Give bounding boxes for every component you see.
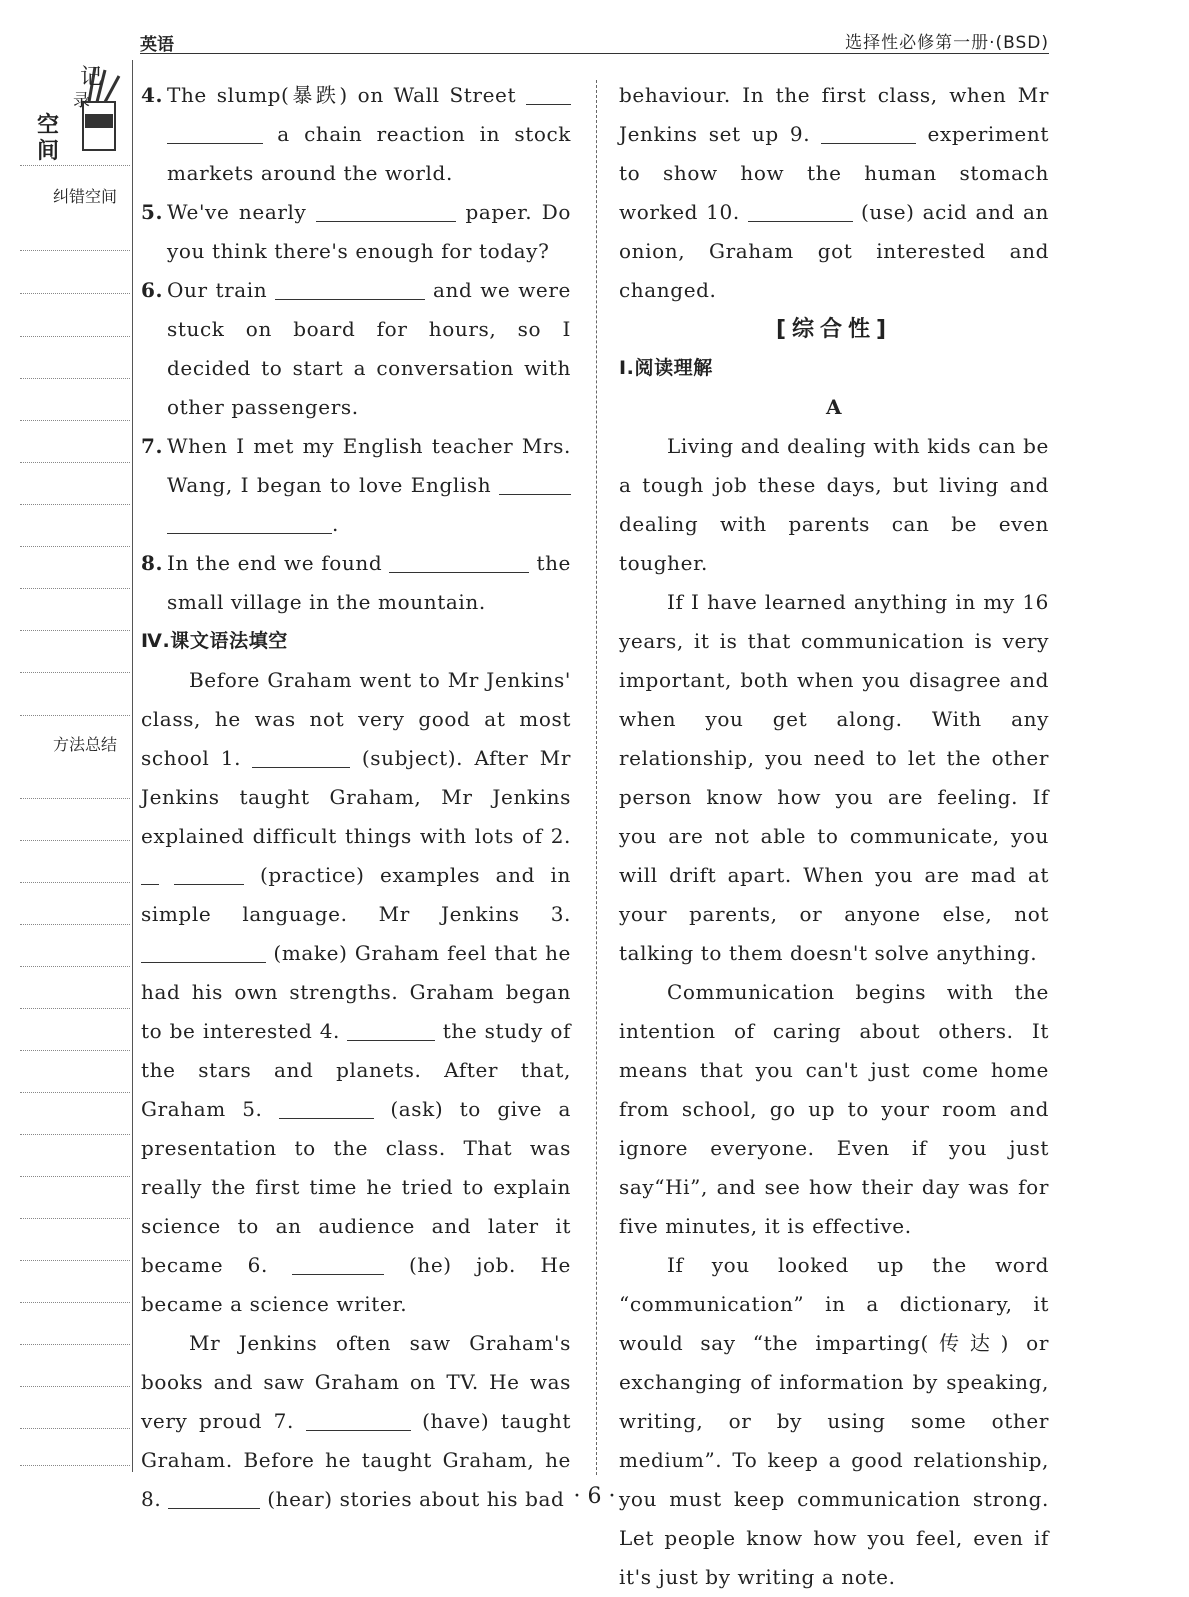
passage-label: A [825, 395, 843, 419]
passage-paragraph-1: Living and dealing with kids can be a tough job these days, but living and dealing with parents can be even tougher. [619, 434, 1049, 575]
margin-rule [132, 60, 133, 1472]
book-title: 选择性必修第一册·(BSD) [845, 33, 1049, 53]
cloze-paragraph-2: Mr Jenkins often saw Graham's books and saw Graham on TV. He was very proud 7. (have) taught Graham. Before he taught Graham, he 8. (hear) stories about his bad [141, 1331, 572, 1511]
answer-blank[interactable] [316, 195, 456, 222]
subject-label: 英语 [140, 35, 174, 55]
svg-text:录: 录 [73, 91, 90, 111]
left-column [141, 76, 571, 1519]
svg-text:记: 记 [80, 65, 103, 90]
question-5: 5. We've nearly paper. Do you think there's enough for today? [141, 193, 571, 271]
answer-blank[interactable] [167, 117, 263, 144]
passage-paragraph-4: If you looked up the word “communication” in a dictionary, it would say “the imparting(传达) or exchanging of information by speaking, writing, or by using some other medium”. To keep a good relationship, you must keep communication strong. Let people know how you feel, even if it's just by writing a note. [619, 1253, 1049, 1589]
answer-blank-4[interactable] [347, 1014, 435, 1041]
answer-blank-10[interactable] [748, 195, 853, 222]
section-i-heading: Ⅰ.阅读理解 [619, 357, 713, 379]
column-divider [596, 80, 597, 1475]
section-iv-heading: Ⅳ.课文语法填空 [141, 630, 288, 652]
svg-text:空: 空 [37, 113, 60, 138]
error-space-label: 纠错空间 [53, 187, 118, 206]
answer-blank-7[interactable] [306, 1404, 411, 1431]
answer-blank[interactable] [167, 507, 332, 534]
answer-blank[interactable] [499, 468, 571, 495]
cloze-paragraph-3: behaviour. In the first class, when Mr Jenkins set up 9. experiment to show how the human stomach worked 10. (use) acid and an onion, Graham got interested and changed. [619, 83, 1049, 302]
answer-blank-5[interactable] [279, 1092, 374, 1119]
answer-blank[interactable] [389, 546, 529, 573]
answer-blank-1[interactable] [252, 741, 350, 768]
answer-blank-2[interactable] [174, 858, 244, 885]
answer-blank-2[interactable] [141, 858, 159, 885]
passage-paragraph-2: If I have learned anything in my 16 years, it is that communication is very important, both when you disagree and when you get along. With any relationship, you need to let the other person know how you are feeling. If you are not able to communicate, you will drift apart. When you are mad at your parents, or anyone else, not talking to them doesn't solve anything. [619, 590, 1049, 965]
passage-paragraph-3: Communication begins with the intention of caring about others. It means that you can't just come home from school, go up to your room and ignore everyone. Even if you just say“Hi”, and see how their day was for five minutes, it is effective. [619, 980, 1049, 1238]
header-rule [140, 53, 1049, 54]
question-4: 4. The slump(暴跌) on Wall Street a chain reaction in stock markets around the world. [141, 76, 571, 193]
question-7: 7. When I met my English teacher Mrs. Wang, I began to love English . [141, 434, 571, 536]
answer-blank[interactable] [275, 273, 425, 300]
answer-blank-3[interactable] [141, 936, 266, 963]
margin-notes [20, 60, 130, 1470]
question-6: 6. Our train and we were stuck on board for hours, so I decided to start a conversation with other passengers. [141, 271, 571, 427]
answer-blank[interactable] [526, 78, 571, 105]
svg-text:间: 间 [37, 139, 60, 162]
cloze-paragraph-1: Before Graham went to Mr Jenkins' class, he was not very good at most school 1. (subject). After Mr Jenkins taught Graham, Mr Jenkins explained difficult things with lots of 2. (practice) examples and in simple language. Mr Jenkins 3. (make) Graham feel that he had his own strengths. Graham began to be interested 4. the study of the stars and planets. After that, Graham 5. (ask) to give a presentation to the class. That was really the first time he tried to explain science to an audience and later it became 6. (he) job. He became a science writer. [141, 668, 571, 1316]
method-summary-label: 方法总结 [53, 735, 118, 754]
answer-blank-6[interactable] [292, 1248, 384, 1275]
right-column [619, 76, 1049, 1597]
comprehensive-heading: [综合性] [775, 317, 893, 342]
page-number: · 6 · [573, 1484, 616, 1509]
question-8: 8. In the end we found the small village in the mountain. [141, 544, 571, 622]
answer-blank-9[interactable] [821, 117, 916, 144]
